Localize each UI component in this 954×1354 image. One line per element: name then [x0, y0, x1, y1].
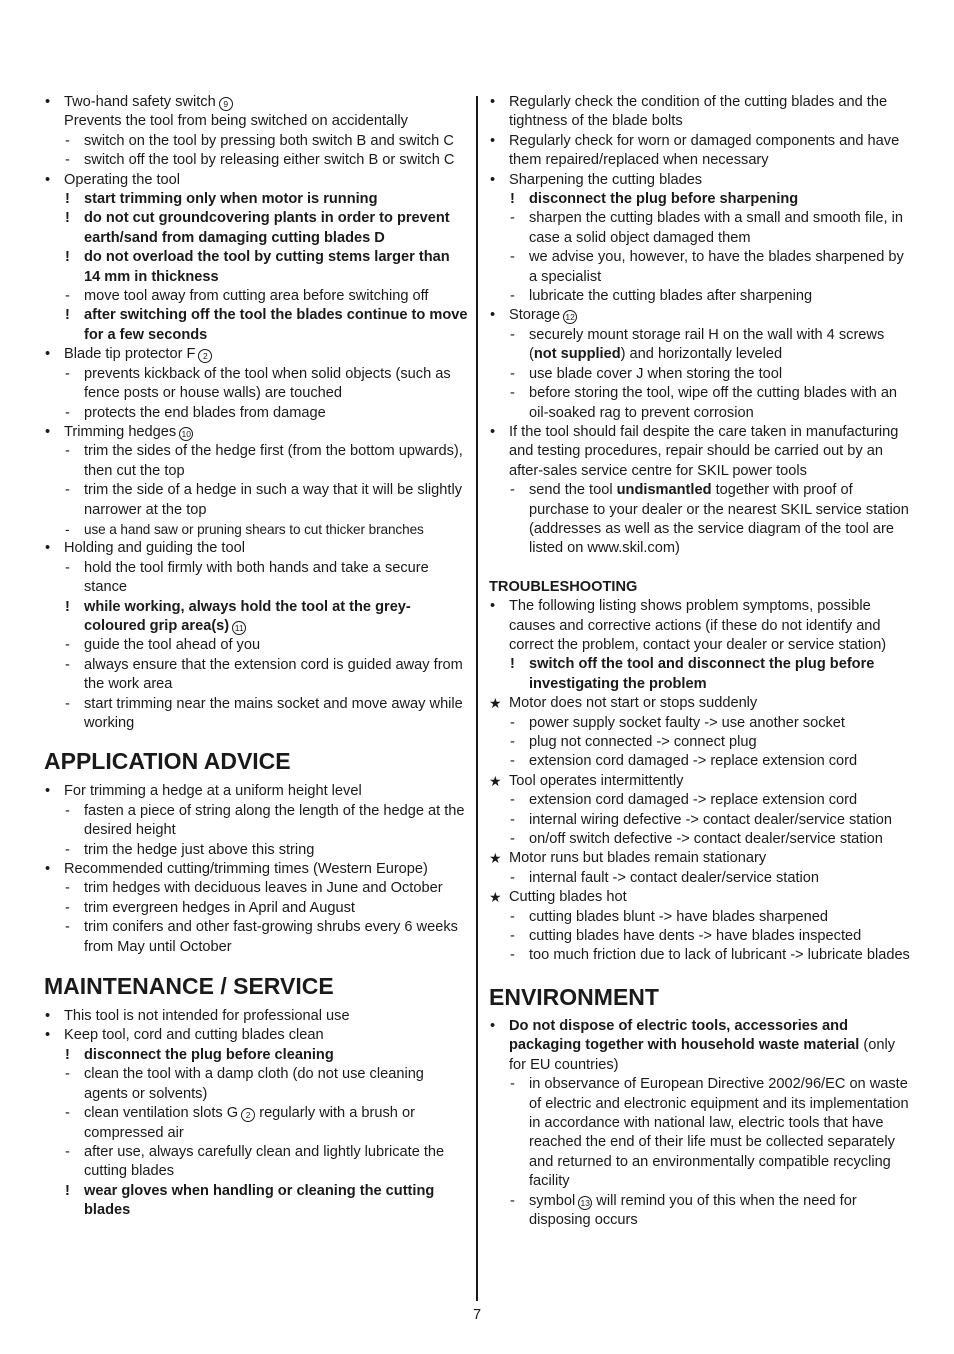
warning-text: disconnect the plug before sharpening [529, 191, 799, 208]
list-subitem [44, 520, 468, 539]
warning-text: after switching off the tool the blades continue to move for a few seconds [84, 307, 468, 343]
dash-marker: - [510, 482, 515, 499]
section-heading-application: APPLICATION ADVICE [44, 748, 291, 775]
subitem-text: protects the end blades from damage [84, 404, 326, 421]
dash-marker: - [65, 899, 70, 916]
dash-marker: - [65, 443, 70, 460]
list-subitem [489, 481, 913, 559]
subitem-text: too much friction due to lack of lubricant -> lubricate blades [529, 947, 910, 964]
list-item [489, 93, 913, 132]
subitem-text: trim the sides of the hedge first (from the bottom upwards), then cut the top [84, 443, 463, 479]
dash-marker: - [510, 714, 515, 731]
list-item [44, 1007, 468, 1026]
list-item [44, 539, 468, 558]
dash-marker: - [65, 152, 70, 169]
item-title: Trimming hedges [64, 423, 177, 440]
list-subitem [489, 733, 913, 752]
subitem-text: extension cord damaged -> replace extension cord [529, 792, 858, 809]
list-subitem [44, 365, 468, 404]
dash-marker: - [510, 869, 515, 886]
warning-text: start trimming only when motor is running [84, 191, 378, 208]
warning-text: while working, always hold the tool at the grey-coloured grip area(s) [84, 598, 411, 634]
subitem-text: after use, always carefully clean and lightly lubricate the cutting blades [84, 1143, 445, 1180]
item-text: The following listing shows problem symptoms, possible causes and corrective actions (if these do not identify and correct the problem, contact your dealer or service station) [509, 598, 887, 653]
warning-text: do not overload the tool by cutting stems larger than 14 mm in thickness [84, 249, 450, 285]
item-text: This tool is not intended for professional use [64, 1008, 350, 1025]
item-text: (only for EU countries) [509, 1037, 896, 1073]
list-item [489, 597, 913, 655]
list-item [44, 1026, 468, 1045]
subitem-text: use a hand saw or pruning shears to cut thicker branches [84, 521, 424, 537]
list-subitem [489, 1075, 913, 1191]
item-text: Keep tool, cord and cutting blades clean [64, 1027, 324, 1044]
bullet-marker: • [45, 346, 51, 363]
dash-marker: - [510, 288, 515, 305]
item-text: If the tool should fail despite the care taken in manufacturing and testing procedures, repair should be carried out by an after-sales service centre for SKIL power tools [509, 423, 899, 479]
dash-marker: - [510, 1192, 515, 1209]
bullet-marker: • [45, 94, 51, 110]
subitem-text: we advise you, however, to have the blades sharpened by a specialist [529, 249, 904, 285]
list-subitem [44, 918, 468, 957]
dash-marker: - [65, 637, 70, 654]
subitem-text: ) and horizontally leveled [620, 346, 783, 363]
warning-item [44, 1182, 468, 1221]
warning-marker: ! [65, 1182, 70, 1199]
dash-marker: - [65, 288, 70, 305]
item-title: Blade tip protector F [64, 346, 196, 363]
list-subitem [44, 1065, 468, 1104]
subitem-text: before storing the tool, wipe off the cutting blades with an oil-soaked rag to prevent corrosion [529, 385, 898, 421]
list-subitem [489, 791, 913, 810]
list-subitem [44, 151, 468, 170]
subitem-text: trim the side of a hedge in such a way that it will be slightly narrower at the top [84, 482, 463, 518]
list-subitem [44, 559, 468, 598]
warning-marker: ! [65, 598, 70, 615]
bullet-marker: • [45, 540, 51, 557]
dash-marker: - [510, 792, 515, 809]
list-item [44, 345, 468, 364]
warning-text: do not cut groundcovering plants in order to prevent earth/sand from damaging cutting blades D [84, 210, 450, 246]
subitem-text: lubricate the cutting blades after sharpening [529, 288, 813, 305]
warning-marker: ! [65, 191, 70, 208]
problem-item [489, 849, 913, 868]
dash-marker: - [65, 880, 70, 897]
bullet-marker: • [45, 1008, 51, 1025]
list-item [44, 423, 468, 442]
subitem-text: regularly with a brush or compressed air [84, 1105, 415, 1141]
item-text: Recommended cutting/trimming times (Western Europe) [64, 861, 428, 878]
problem-text: Tool operates intermittently [509, 772, 684, 789]
list-subitem [489, 714, 913, 733]
subitem-text: securely mount storage rail H on the wall with 4 screws ( [529, 326, 885, 363]
problem-item [489, 772, 913, 791]
subitem-text: switch off the tool by releasing either switch B or switch C [84, 152, 455, 169]
dash-marker: - [65, 132, 70, 149]
warning-text: switch off the tool and disconnect the plug before investigating the problem [529, 656, 875, 692]
reference-number: 10 [179, 427, 193, 441]
dash-marker: - [510, 734, 515, 750]
item-title: Two-hand safety switch [64, 94, 216, 110]
section-heading-troubleshooting: TROUBLESHOOTING [489, 578, 638, 595]
dash-marker: - [65, 1066, 70, 1083]
dash-marker: - [65, 365, 70, 382]
dash-marker: - [510, 210, 515, 227]
item-title: Sharpening the cutting blades [509, 171, 703, 188]
subitem-text: internal fault -> contact dealer/service station [529, 869, 820, 886]
reference-number: 2 [241, 1108, 255, 1122]
dash-marker: - [65, 841, 70, 858]
list-item [44, 93, 468, 132]
subitem-text: clean ventilation slots G [84, 1105, 239, 1122]
dash-marker: - [510, 831, 515, 848]
page-number: 7 [472, 1307, 482, 1323]
emphasis-text: Do not dispose of electric tools, accessories and packaging together with household waste material [509, 1017, 860, 1054]
dash-marker: - [510, 753, 515, 770]
list-subitem [489, 1192, 913, 1231]
warning-item [44, 598, 468, 637]
problem-text: Cutting blades hot [509, 889, 627, 906]
subitem-text: trim conifers and other fast-growing shrubs every 6 weeks from May until October [84, 919, 458, 955]
item-title: Operating the tool [64, 171, 181, 188]
dash-marker: - [510, 908, 515, 925]
list-subitem [44, 404, 468, 423]
subitem-text: move tool away from cutting area before switching off [84, 288, 429, 305]
list-subitem [44, 656, 468, 695]
subitem-text: use blade cover J when storing the tool [529, 365, 783, 382]
dash-marker: - [65, 404, 70, 421]
emphasis-text: not supplied [533, 346, 621, 363]
reference-number: 2 [198, 349, 212, 363]
problem-text: Motor does not start or stops suddenly [509, 695, 758, 712]
bullet-marker: • [45, 783, 51, 800]
subitem-text: always ensure that the extension cord is guided away from the work area [84, 656, 463, 693]
item-title: Holding and guiding the tool [64, 540, 245, 557]
dash-marker: - [510, 365, 515, 382]
dash-marker: - [65, 521, 70, 537]
subitem-text: symbol [529, 1192, 576, 1209]
subitem-text: plug not connected -> connect plug [529, 734, 757, 750]
warning-item [44, 209, 468, 248]
bullet-marker: • [45, 861, 51, 878]
bullet-marker: • [490, 1017, 496, 1034]
subitem-text: trim the hedge just above this string [84, 841, 315, 858]
bullet-marker: • [490, 598, 496, 615]
bullet-marker: • [45, 423, 51, 440]
subitem-text: send the tool [529, 482, 613, 499]
list-subitem [44, 879, 468, 898]
list-subitem [44, 802, 468, 841]
dash-marker: - [510, 811, 515, 828]
subitem-text: cutting blades blunt -> have blades sharpened [529, 908, 828, 925]
list-item [489, 132, 913, 171]
list-subitem [489, 869, 913, 888]
list-subitem [489, 927, 913, 946]
list-subitem [489, 248, 913, 287]
warning-item [44, 1046, 468, 1065]
star-icon: ★ [489, 889, 502, 906]
list-subitem [489, 830, 913, 849]
list-subitem [44, 442, 468, 481]
list-item [489, 1017, 913, 1075]
dash-marker: - [65, 919, 70, 936]
dash-marker: - [65, 695, 70, 712]
bullet-marker: • [45, 1027, 51, 1044]
bullet-marker: • [490, 307, 496, 324]
list-subitem [44, 899, 468, 918]
dash-marker: - [65, 559, 70, 576]
subitem-text: internal wiring defective -> contact dealer/service station [529, 811, 892, 828]
bullet-marker: • [490, 132, 496, 149]
list-subitem [44, 695, 468, 734]
subitem-text: on/off switch defective -> contact dealer/service station [529, 831, 883, 848]
dash-marker: - [65, 482, 70, 499]
warning-marker: ! [65, 249, 70, 266]
reference-number: 9 [219, 97, 233, 111]
dash-marker: - [510, 947, 515, 964]
list-subitem [44, 132, 468, 151]
subitem-text: together with proof of purchase to your dealer or the nearest SKIL service station (addresses as well as the service diagram of the tool are listed on www.skil.com) [529, 482, 909, 557]
list-item [44, 860, 468, 879]
problem-item [489, 694, 913, 713]
warning-text: disconnect the plug before cleaning [84, 1046, 334, 1063]
subitem-text: trim hedges with deciduous leaves in June and October [84, 880, 443, 897]
list-subitem [489, 326, 913, 365]
subitem-text: hold the tool firmly with both hands and take a secure stance [84, 559, 429, 596]
subitem-text: extension cord damaged -> replace extension cord [529, 753, 858, 770]
bullet-marker: • [490, 171, 496, 188]
list-item [489, 171, 913, 190]
list-item [489, 306, 913, 325]
subitem-text: fasten a piece of string along the length of the hedge at the desired height [84, 802, 465, 839]
right-column [489, 93, 913, 1230]
subitem-text: trim evergreen hedges in April and August [84, 899, 355, 916]
list-subitem [44, 481, 468, 520]
dash-marker: - [510, 326, 515, 343]
subitem-text: switch on the tool by pressing both switch B and switch C [84, 132, 454, 149]
warning-marker: ! [510, 656, 515, 673]
list-item [489, 423, 913, 481]
left-column [44, 93, 468, 1221]
subitem-text: guide the tool ahead of you [84, 637, 261, 654]
list-subitem [489, 209, 913, 248]
reference-number: 13 [578, 1196, 592, 1210]
star-icon: ★ [489, 772, 502, 789]
problem-item [489, 888, 913, 907]
subitem-text: power supply socket faulty -> use another socket [529, 714, 845, 731]
dash-marker: - [65, 656, 70, 673]
item-title: Storage [509, 307, 561, 324]
item-text: For trimming a hedge at a uniform height level [64, 783, 362, 800]
list-subitem [44, 287, 468, 306]
subitem-text: start trimming near the mains socket and move away while working [84, 695, 463, 731]
star-icon: ★ [489, 850, 502, 867]
item-text: Regularly check for worn or damaged components and have them repaired/replaced when necessary [509, 132, 900, 169]
dash-marker: - [65, 802, 70, 819]
item-description: Prevents the tool from being switched on accidentally [64, 113, 408, 130]
reference-number: 11 [232, 621, 246, 635]
list-subitem [489, 908, 913, 927]
subitem-text: in observance of European Directive 2002/96/EC on waste of electric and electronic equipment and its implementation in accordance with national law, electric tools that have reached the end of their life must be collected separately and returned to an environmentally compatible recycling facility [529, 1076, 909, 1190]
subitem-text: prevents kickback of the tool when solid objects (such as fence posts or house walls) are touched [84, 365, 451, 402]
reference-number: 12 [563, 310, 577, 324]
list-subitem [489, 811, 913, 830]
warning-item [489, 190, 913, 209]
warning-marker: ! [65, 210, 70, 227]
subitem-text: clean the tool with a damp cloth (do not use cleaning agents or solvents) [84, 1066, 424, 1102]
list-subitem [44, 1104, 468, 1143]
problem-text: Motor runs but blades remain stationary [509, 850, 767, 867]
column-divider [476, 96, 478, 1301]
dash-marker: - [510, 249, 515, 266]
list-subitem [489, 365, 913, 384]
section-heading-maintenance: MAINTENANCE / SERVICE [44, 973, 334, 1000]
list-subitem [44, 1143, 468, 1182]
dash-marker: - [510, 385, 515, 402]
warning-marker: ! [65, 307, 70, 324]
list-item [44, 171, 468, 190]
emphasis-text: undismantled [616, 482, 712, 499]
dash-marker: - [65, 1143, 70, 1160]
subitem-text: will remind you of this when the need for disposing occurs [529, 1192, 857, 1228]
list-subitem [44, 636, 468, 655]
warning-item [44, 306, 468, 345]
warning-marker: ! [65, 1046, 70, 1063]
dash-marker: - [510, 928, 515, 945]
item-text: Regularly check the condition of the cutting blades and the tightness of the blade bolts [509, 94, 888, 130]
list-subitem [489, 752, 913, 771]
star-icon: ★ [489, 695, 502, 712]
list-subitem [44, 841, 468, 860]
bullet-marker: • [45, 171, 51, 188]
warning-item [489, 655, 913, 694]
subitem-text: sharpen the cutting blades with a small and smooth file, in case a solid object damaged them [529, 210, 903, 246]
warning-item [44, 248, 468, 287]
warning-item [44, 190, 468, 209]
warning-text: wear gloves when handling or cleaning the cutting blades [84, 1182, 435, 1219]
bullet-marker: • [490, 94, 496, 110]
dash-marker: - [65, 1105, 70, 1122]
list-subitem [489, 287, 913, 306]
list-item [44, 782, 468, 801]
bullet-marker: • [490, 423, 496, 440]
section-heading-environment: ENVIRONMENT [489, 983, 659, 1010]
warning-marker: ! [510, 191, 515, 208]
dash-marker: - [510, 1076, 515, 1093]
list-subitem [489, 946, 913, 965]
subitem-text: cutting blades have dents -> have blades inspected [529, 928, 862, 945]
list-subitem [489, 384, 913, 423]
